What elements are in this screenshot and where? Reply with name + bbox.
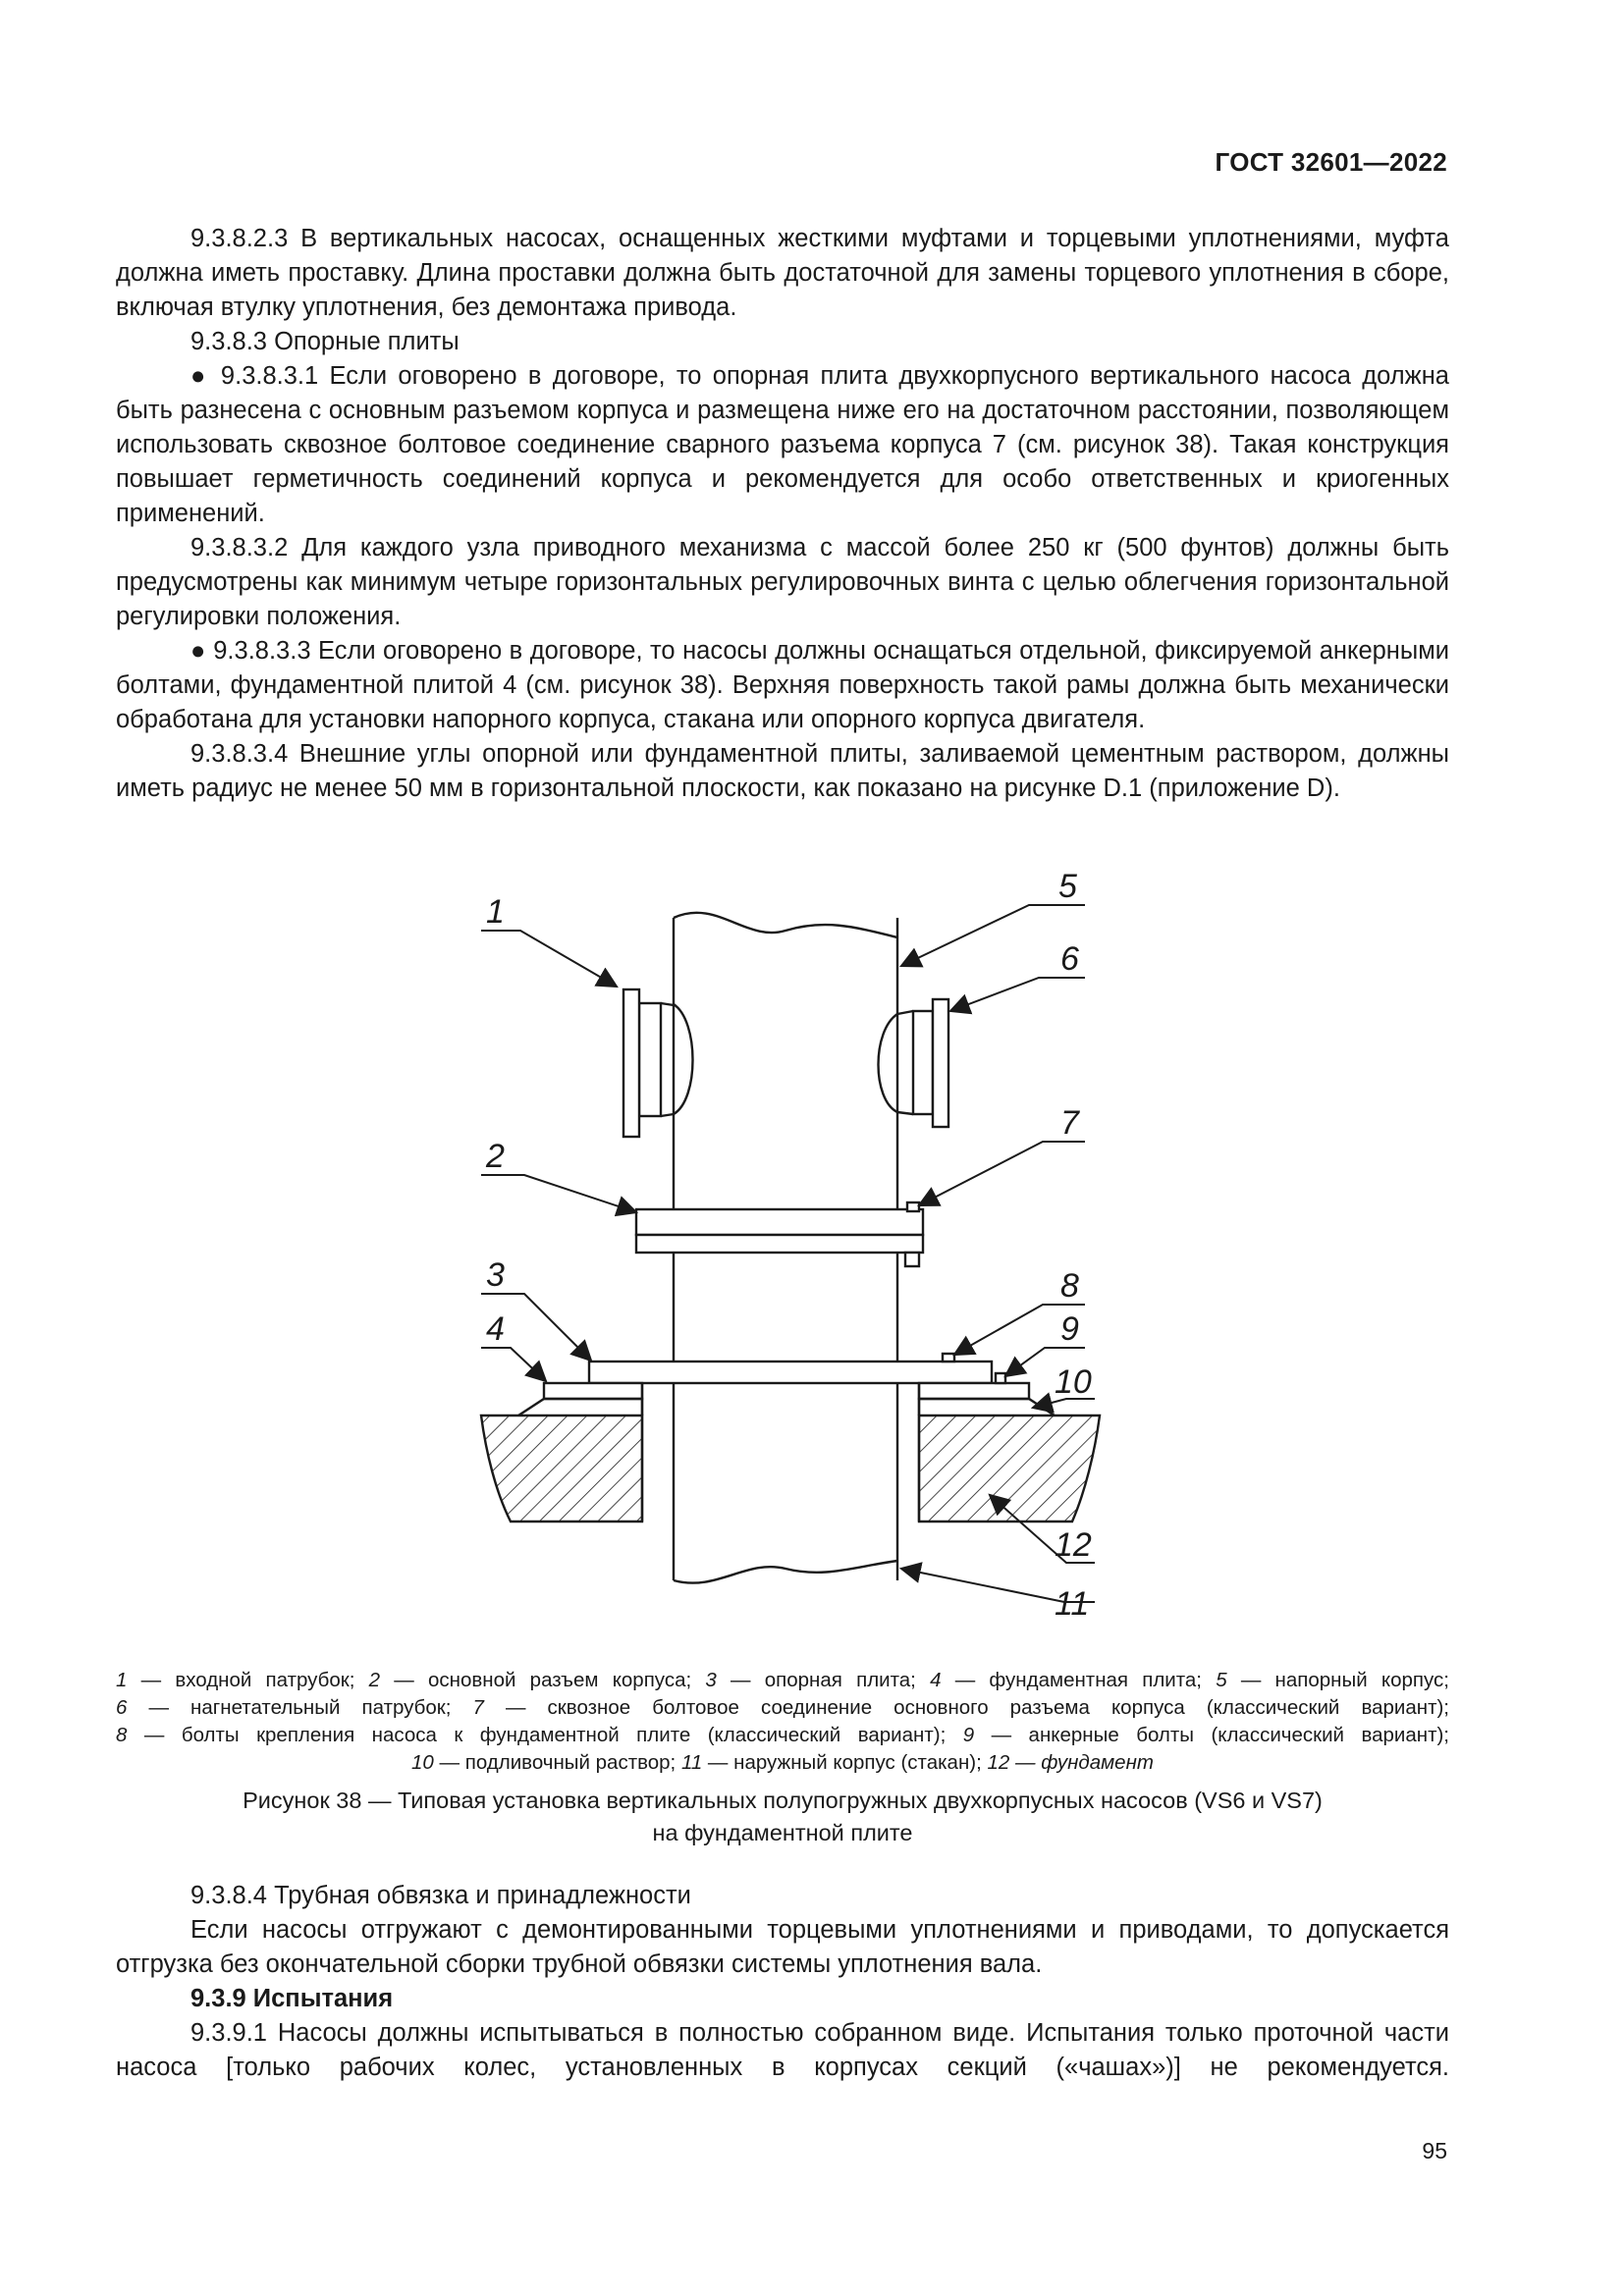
- caption-line-1: Рисунок 38 — Типовая установка вертикальных полупогружных двухкорпусных насосов (VS6 и VS7): [243, 1788, 1323, 1813]
- figure-38: [412, 864, 1198, 1649]
- foundation-left: [481, 1415, 642, 1522]
- paragraph-9-3-8-3-2: 9.3.8.3.2 Для каждого узла приводного механизма с массой более 250 кг (500 фунтов) должны быть предусмотрены как минимум четыре горизонтальных регулировочных винта с целью облегчения горизонтальной регулировки положения.: [116, 534, 1449, 630]
- leader-5: [901, 905, 1085, 966]
- body-text: [116, 222, 1449, 806]
- document-standard-header: ГОСТ 32601—2022: [1215, 147, 1447, 177]
- inlet-nozzle-dome: [674, 1004, 693, 1114]
- main-joint-flange-upper: [636, 1209, 923, 1235]
- section-9-3-9-heading: 9.3.9 Испытания: [190, 1985, 394, 2012]
- page-number: 95: [1422, 2138, 1447, 2163]
- paragraph-9-3-8-4-heading: 9.3.8.4 Трубная обвязка и принадлежности: [190, 1882, 691, 1909]
- inlet-nozzle-flange: [623, 989, 639, 1137]
- discharge-nozzle-dome: [879, 1014, 898, 1112]
- pump-bolt: [943, 1354, 954, 1362]
- paragraph-piping-shipment: Если насосы отгружают с демонтированными торцевыми уплотнениями и приводами, то допускается отгрузка без окончательной сборки трубной обвязки системы уплотнения вала.: [116, 1916, 1449, 1978]
- baseplate-right: [919, 1383, 1029, 1399]
- inlet-nozzle-neck: [639, 1003, 661, 1116]
- figure-legend: [116, 1667, 1449, 1777]
- label-1: 1: [486, 893, 505, 931]
- label-6: 6: [1060, 940, 1079, 978]
- legend-line-2: 6 — нагнетательный патрубок; 7 — сквозное болтовое соединение основного разъема корпуса (классический вариант);: [116, 1696, 1450, 1719]
- label-11: 11: [1055, 1585, 1090, 1623]
- baseplate-left: [544, 1383, 642, 1399]
- support-plate: [589, 1362, 992, 1383]
- paragraph-9-3-9-1: 9.3.9.1 Насосы должны испытываться в полностью собранном виде. Испытания только проточной части насоса [только рабочих колес, установленных в корпусах секций («чашах»)] не рекомендуется.: [116, 2019, 1449, 2081]
- legend-line-3: 8 — болты крепления насоса к фундаментной плите (классический вариант); 9 — анкерные болты (классический вариант);: [116, 1724, 1449, 1746]
- label-3: 3: [486, 1256, 505, 1294]
- label-4: 4: [486, 1310, 505, 1348]
- leader-6: [950, 978, 1085, 1011]
- paragraph-9-3-8-2-3: 9.3.8.2.3 В вертикальных насосах, оснащенных жесткими муфтами и торцевыми уплотнениями, муфта должна иметь проставку. Длина проставки должна быть достаточной для замены торцевого уплотнения в сборе, включая втулку уплотнения, без демонтажа привода.: [116, 225, 1449, 321]
- discharge-nozzle-flange: [933, 999, 948, 1127]
- through-bolt-nut: [905, 1253, 919, 1266]
- discharge-nozzle-neck: [913, 1011, 933, 1114]
- label-9: 9: [1060, 1310, 1079, 1348]
- label-8: 8: [1060, 1267, 1079, 1305]
- label-5: 5: [1058, 868, 1077, 905]
- anchor-bolt: [996, 1373, 1005, 1383]
- legend-line-4: 10 — подливочный раствор; 11 — наружный корпус (стакан); 12 — фундамент: [411, 1751, 1154, 1774]
- legend-line-1: 1 — входной патрубок; 2 — основной разъем корпуса; 3 — опорная плита; 4 — фундаментная плита; 5 — напорный корпус;: [116, 1669, 1449, 1691]
- foundation-right: [919, 1415, 1100, 1522]
- label-12: 12: [1055, 1526, 1092, 1564]
- label-7: 7: [1060, 1104, 1079, 1142]
- label-10: 10: [1055, 1363, 1092, 1401]
- figure-caption: [116, 1785, 1449, 1849]
- paragraph-9-3-8-3-4: 9.3.8.3.4 Внешние углы опорной или фундаментной плиты, заливаемой цементным раствором, должны иметь радиус не менее 50 мм в горизонтальной плоскости, как показано на рисунке D.1 (приложение D).: [116, 740, 1449, 802]
- leader-2: [481, 1175, 636, 1212]
- casing-bottom-break: [674, 1561, 897, 1583]
- leader-7: [919, 1142, 1085, 1205]
- paragraph-9-3-8-3-heading: 9.3.8.3 Опорные плиты: [190, 328, 460, 355]
- main-joint-flange-lower: [636, 1235, 923, 1253]
- label-2: 2: [486, 1138, 505, 1175]
- casing-top-break: [674, 913, 897, 937]
- paragraph-9-3-8-3-3: ● 9.3.8.3.3 Если оговорено в договоре, то насосы должны оснащаться отдельной, фиксируемой анкерными болтами, фундаментной плитой 4 (см. рисунок 38). Верхняя поверхность такой рамы должна быть механически обработана для установки напорного корпуса, стакана или опорного корпуса двигателя.: [116, 637, 1449, 733]
- caption-line-2: на фундаментной плите: [652, 1820, 913, 1845]
- pump-installation-drawing: [412, 864, 1198, 1649]
- section-9-3-8-4: [116, 1879, 1449, 2085]
- leader-1: [481, 931, 617, 987]
- through-bolt-head: [907, 1202, 919, 1211]
- paragraph-9-3-8-3-1: ● 9.3.8.3.1 Если оговорено в договоре, то опорная плита двухкорпусного вертикального насоса должна быть разнесена с основным разъемом корпуса и размещена ниже его на достаточном расстоянии, позволяющем использовать сквозное болтовое соединение сварного разъема корпуса 7 (см. рисунок 38). Такая конструкция повышает герметичность соединений корпуса и рекомендуется для особо ответственных и криогенных применений.: [116, 362, 1449, 527]
- leader-4: [481, 1348, 546, 1381]
- grout-left: [518, 1399, 642, 1415]
